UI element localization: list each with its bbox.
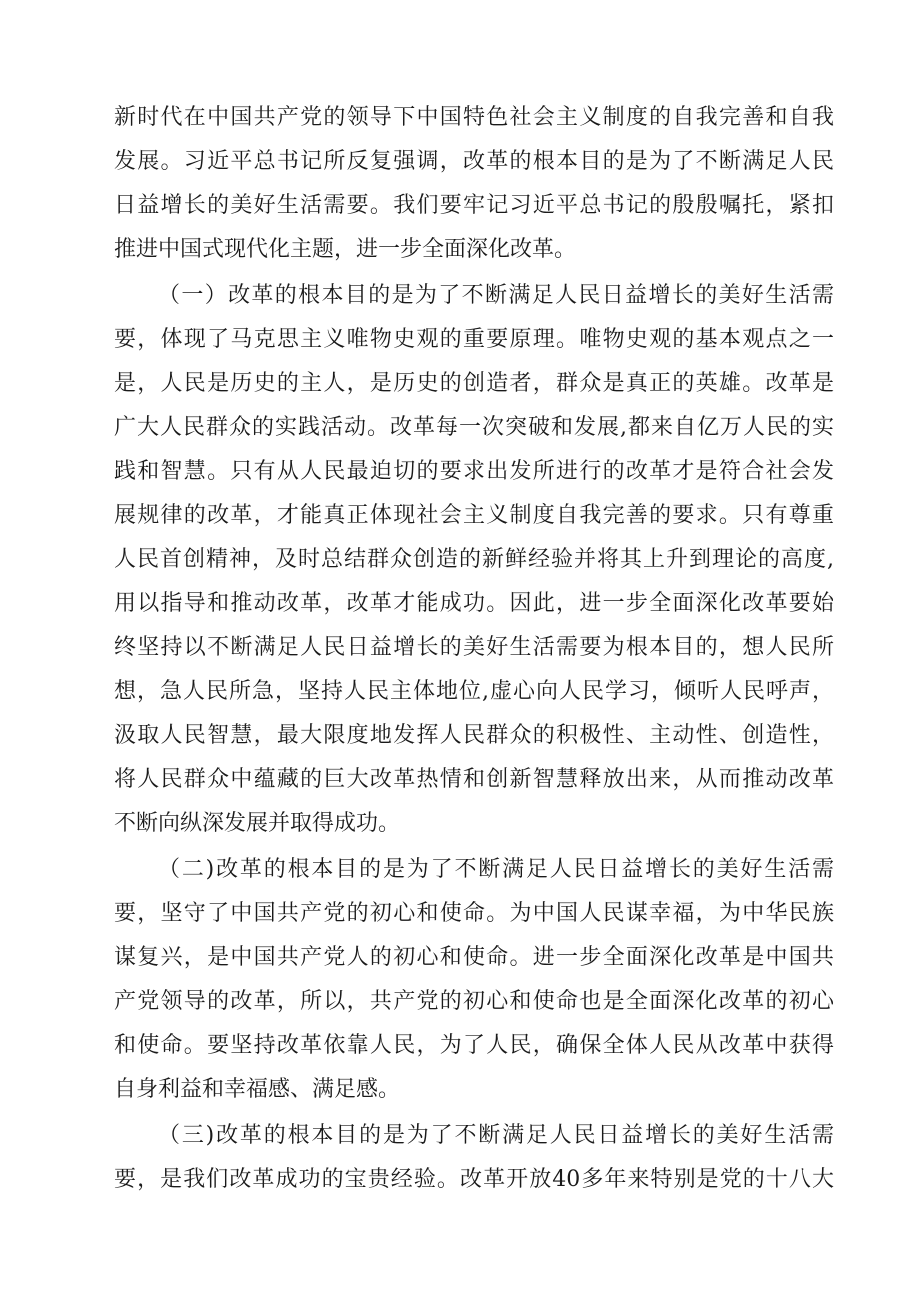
text-line: 是，人民是历史的主人，是历史的创造者，群众是真正的英雄。改革是 [114, 371, 834, 396]
text-line: 想，急人民所急，坚持人民主体地位,虚心向人民学习，倾听人民呼声， [114, 679, 834, 704]
text-line: 谋复兴，是中国共产党人的初心和使命。进一步全面深化改革是中国共 [114, 945, 834, 970]
text-line: 人民首创精神，及时总结群众创造的新鲜经验并将其上升到理论的高度, [114, 547, 834, 572]
text-line: 要，是我们改革成功的宝贵经验。改革开放40多年来特别是党的十八大 [114, 1167, 834, 1192]
text-line: 要，体现了马克思主义唯物史观的重要原理。唯物史观的基本观点之一 [114, 327, 834, 352]
text-line: 发展。习近平总书记所反复强调，改革的根本目的是为了不断满足人民 [114, 149, 834, 174]
text-line: 终坚持以不断满足人民日益增长的美好生活需要为根本目的，想人民所 [114, 635, 834, 660]
text-line: 不断向纵深发展并取得成功。 [114, 811, 401, 836]
paragraph-heading-line: （一）改革的根本目的是为了不断满足人民日益增长的美好生活需 [158, 283, 834, 308]
text-line: 将人民群众中蕴藏的巨大改革热情和创新智慧释放出来，从而推动改革 [114, 767, 834, 792]
text-line: 汲取人民智慧，最大限度地发挥人民群众的积极性、主动性、创造性， [114, 723, 834, 748]
text-line: 和使命。要坚持改革依靠人民，为了人民，确保全体人民从改革中获得 [114, 1033, 834, 1058]
paragraph-heading-line: （二)改革的根本目的是为了不断满足人民日益增长的美好生活需 [158, 857, 834, 882]
text-line: 自身利益和幸福感、满足感。 [114, 1077, 401, 1102]
text-line: 践和智慧。只有从人民最迫切的要求出发所进行的改革才是符合社会发 [114, 459, 834, 484]
text-line: 展规律的改革，才能真正体现社会主义制度自我完善的要求。只有尊重 [114, 503, 834, 528]
text-line: 推进中国式现代化主题，进一步全面深化改革。 [114, 237, 577, 262]
text-line: 日益增长的美好生活需要。我们要牢记习近平总书记的殷殷嘱托，紧扣 [114, 193, 834, 218]
text-line: 新时代在中国共产党的领导下中国特色社会主义制度的自我完善和自我 [114, 105, 834, 130]
text-line: 要，坚守了中国共产党的初心和使命。为中国人民谋幸福，为中华民族 [114, 901, 834, 926]
text-line: 广大人民群众的实践活动。改革每一次突破和发展,都来自亿万人民的实 [114, 415, 834, 440]
text-line: 用以指导和推动改革，改革才能成功。因此，进一步全面深化改革要始 [114, 591, 834, 616]
paragraph-heading-line: （三)改革的根本目的是为了不断满足人民日益增长的美好生活需 [158, 1123, 834, 1148]
text-line: 产党领导的改革，所以，共产党的初心和使命也是全面深化改革的初心 [114, 989, 834, 1014]
